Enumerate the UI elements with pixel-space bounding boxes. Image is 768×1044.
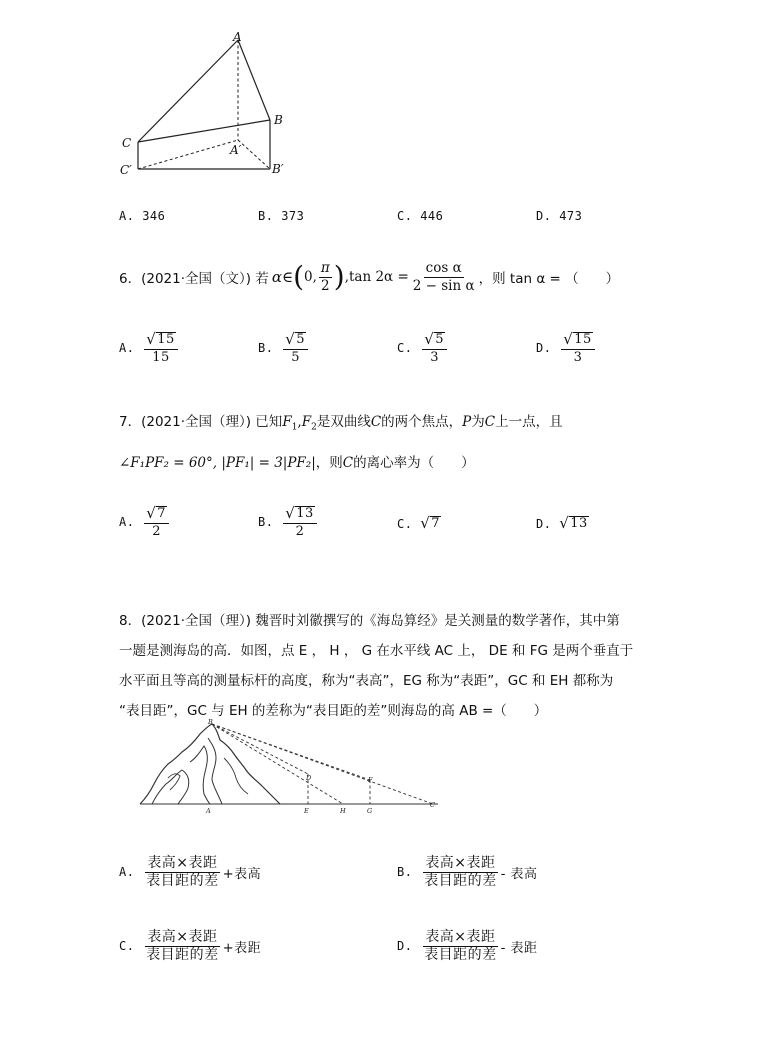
q5-option-d[interactable]: D. 473 <box>536 209 583 223</box>
q6-stem: 6．(2021·全国（文）) 若 α ∈ ( 0, $\frac{\pi}{2}$ ) ,tan 2α = $\frac{\text{cos α}}{\text{2 − sin α}}$ ，则 tan α = （ ） <box>119 260 620 294</box>
q5-option-a[interactable]: A. 346 <box>119 209 166 223</box>
edge-CB <box>138 120 270 142</box>
island-mountain <box>140 724 280 804</box>
q6-option-b[interactable]: B. √ 5 5 <box>258 332 310 364</box>
island-ridge-5 <box>224 758 248 794</box>
edge-A1B1-hidden <box>238 140 270 169</box>
island-ridge-3 <box>208 738 222 804</box>
island-figure <box>138 718 443 818</box>
label-G: G <box>367 807 373 815</box>
label-C-prime: C′ <box>120 163 132 177</box>
q8-option-a[interactable]: A. $\frac{\text{表高×表距}}{\text{表目距的差}}$ +表高 <box>119 855 262 889</box>
label-B: B <box>208 718 213 726</box>
edge-AB <box>238 40 270 120</box>
label-F: F <box>368 776 373 784</box>
q6-option-d[interactable]: D. √ 15 3 <box>536 332 597 364</box>
q8-stem-line4: “表目距”，GC 与 EH 的差称为“表目距的差”则海岛的高 AB =（ ） <box>119 703 548 719</box>
q8-stem-line1: 8．(2021·全国（理）) 魏晋时刘徽撰写的《海岛算经》是关测量的数学著作，其中第 <box>119 613 620 629</box>
edge-C1A1-hidden <box>138 140 238 169</box>
q8-option-c[interactable]: C. $\frac{\text{表高×表距}}{\text{表目距的差}}$ +表距 <box>119 929 262 963</box>
label-D: D <box>306 774 312 782</box>
island-ridge-2 <box>190 746 210 804</box>
q6-option-c[interactable]: C. √ 5 3 <box>397 332 449 364</box>
q7-option-b[interactable]: B. √ 13 2 <box>258 506 319 538</box>
label-B: B <box>274 113 283 127</box>
q7-option-c[interactable]: C. √ 7 <box>397 514 441 532</box>
label-C: C <box>122 136 132 150</box>
q5-option-b[interactable]: B. 373 <box>258 209 305 223</box>
label-B-prime: B′ <box>272 162 284 176</box>
island-ridge-4 <box>168 774 180 790</box>
q7-option-d[interactable]: D. √ 13 <box>536 514 588 532</box>
label-C: C <box>430 801 435 809</box>
q6-option-a[interactable]: A. √ 15 15 <box>119 332 180 364</box>
island-ridge-1 <box>152 770 189 804</box>
q7-stem-line2: ∠F₁PF₂ = 60°, |PF₁| = 3|PF₂|，则C的离心率为（ ） <box>119 455 475 471</box>
q7-stem-line1: 7．(2021·全国（理）) 已知$F_1,F_2$是双曲线C的两个焦点，P为C上一点，且 <box>119 414 563 433</box>
label-H: H <box>340 807 346 815</box>
q5-option-c[interactable]: C. 446 <box>397 209 444 223</box>
sight-line-BF <box>212 724 370 780</box>
q8-option-b[interactable]: B. $\frac{\text{表高×表距}}{\text{表目距的差}}$ - 表高 <box>397 855 538 889</box>
q8-stem-line3: 水平面且等高的测量标杆的高度，称为“表高”，EG 称为“表距”，GC 和 EH 都称为 <box>119 673 614 689</box>
label-A: A <box>206 807 211 815</box>
label-A-prime: A′ <box>230 143 242 157</box>
q8-stem-line2: 一题是测海岛的高．如图，点 E ， H ， G 在水平线 AC 上， DE 和 FG 是两个垂直于 <box>119 643 634 659</box>
prism-figure <box>110 28 300 188</box>
q7-option-a[interactable]: A. √ 7 2 <box>119 506 171 538</box>
sight-line-BD <box>212 724 308 774</box>
edge-AC <box>138 40 238 142</box>
label-A: A <box>233 30 242 44</box>
label-E: E <box>304 807 309 815</box>
q8-option-d[interactable]: D. $\frac{\text{表高×表距}}{\text{表目距的差}}$ - 表距 <box>397 929 538 963</box>
